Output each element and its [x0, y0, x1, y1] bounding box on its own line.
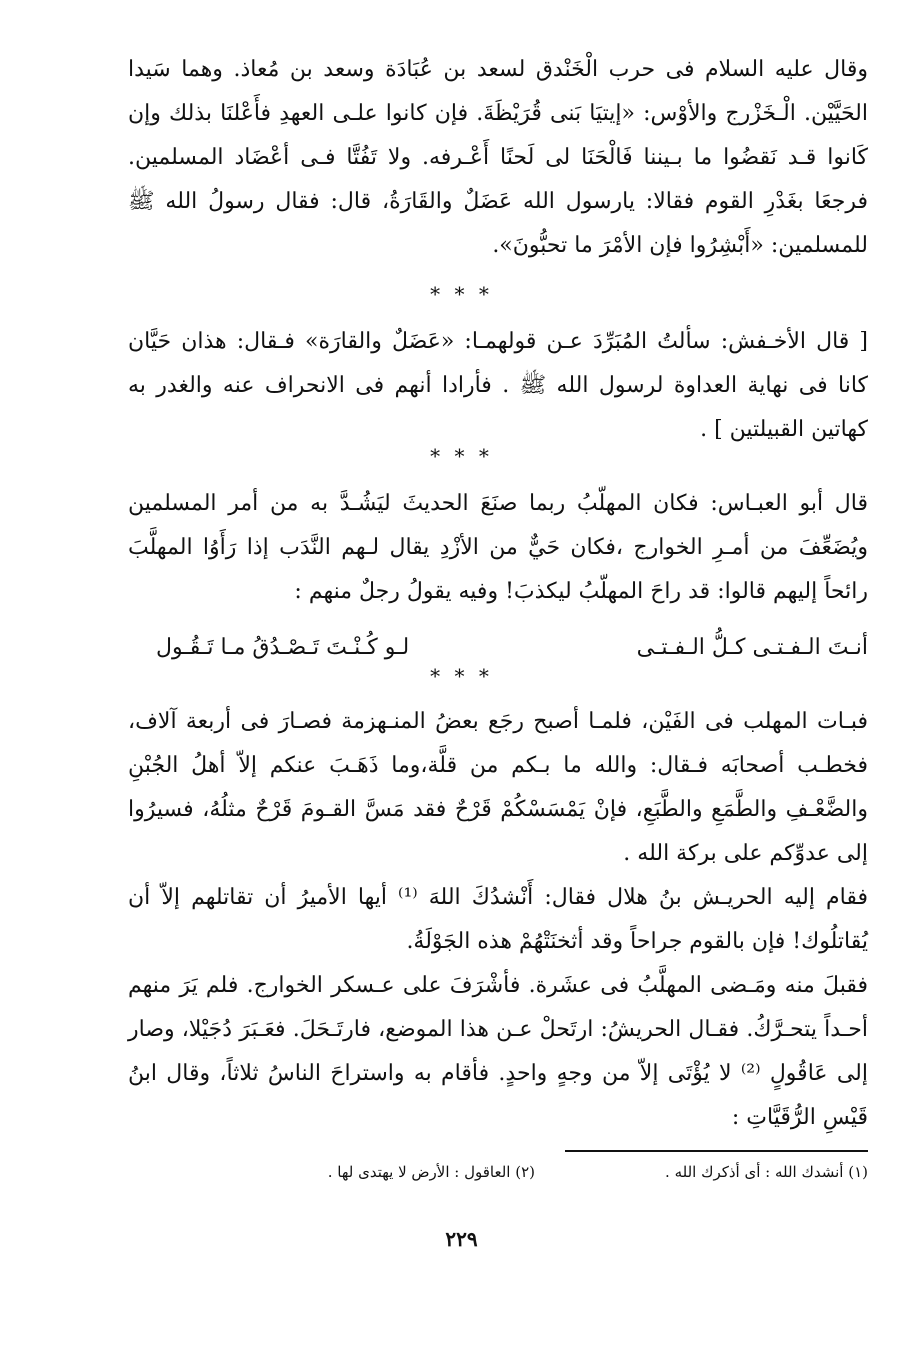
page-number: ٢٢٩: [445, 1227, 478, 1251]
paragraph-akhfash: [ قال الأخـفش: سألتُ المُبَرِّدَ عـن قولهمـا: «عَضَلٌ والقارَة» فـقال: هذان حَيَّان كانا فى نهاية العداوة لرسول الله ﷺ . فأرادا أنهم فى الانحراف عنه والغدر به كهاتين القبيلتين ] .: [128, 329, 868, 442]
footnote-1: (١) أنشدك الله : أى أذكرك الله .: [665, 1163, 868, 1181]
paragraph-khandaq: وقال عليه السلام فى حرب الْخَنْدق لسعد بن عُبَادَة وسعد بن مُعاذ. وهما سَيدا الحَيَّيْن. الْـخَزْرج والأوْس: «إيتيَا بَنى قُرَيْظَةَ. فإن كانوا علـى العهدِ فأَعْلنَا بذلك وإن كَانوا قـد نَقضُوا ما بـيننا فَالْحَنَا لى لَحنًا أَعْـرفه. ولا تَفُتَّا فـى أعْضَاد المسلمين. فرجعَا بغَدْرِ القوم فقالا: يارسول الله عَضَلٌ والقَارَةُ، قال: فقال رسولُ الله ﷺ للمسلمين: «أَبْشِرُوا فإن الأمْرَ ما تحبُّونَ».: [128, 57, 868, 258]
footnote-divider: [565, 1150, 868, 1152]
footnote-2: (٢) العاقول : الأرض لا يهتدى لها .: [327, 1163, 535, 1181]
verse-second-hemistich: لـو كُـنْـتَ تَـصْـدُقُ مـا تَـقُـول: [156, 635, 410, 660]
section-separator: * * *: [430, 664, 493, 688]
paragraph-march: فقبلَ منه ومَـضى المهلَّبُ فى عشَرة. فأشْرَفَ على عـسكر الخوارج. فلم يَرَ منهم أحـداً يتحـرَّكُ. فقـال الحريشُ: ارتَحلْ عـن هذا الموضع، فارتَـحَلَ. فعَـبَرَ دُجَيْلا، وصار إلى عَاقُولٍ ⁽²⁾ لا يُؤْتَى إلاّ من وجهٍ واحدٍ. فأقام به واستراحَ الناسُ ثلاثاً، وقال ابنُ قَيْسِ الرُّقَيَّاتِ :: [128, 973, 868, 1130]
paragraph-muhallab: قال أبو العبـاس: فكان المهلّبُ ربما صنَعَ الحديثَ ليَشُـدَّ به من أمر المسلمين ويُضَعِّفَ من أمـرِ الخوارج ،فكان حَيٌّ من الأزْدِ يقال لـهم النَّدَب إذا رَأَوُا المهلَّبَ رائحاً إليهم قالوا: قد راحَ المهلّبُ ليكذبَ! وفيه يقولُ رجلٌ منهم :: [128, 491, 869, 604]
verse-first-hemistich: أنـتَ الـفـتـى كـلُّ الـفـتـى: [636, 635, 868, 660]
section-separator: * * *: [430, 444, 493, 468]
section-separator: * * *: [430, 282, 493, 306]
paragraph-huraysh: فقام إليه الحريـش بنُ هلال فقال: أَنْشدُكَ اللهَ ⁽¹⁾ أيها الأميرُ أن تقاتلهم إلاّ أن يُقاتلُوك! فإن بالقوم جراحاً وقد أثخنَتْهُمْ هذه الجَوْلَةُ.: [128, 885, 868, 954]
paragraph-battle-speech: فبـات المهلب فى الفَيْن، فلمـا أصبح رجَع بعضُ المنـهزمة فصـارَ فى أربعة آلاف، فخطـب أصحابَه فـقال: والله ما بـكم من قلَّة،وما ذَهَـبَ عنكم إلاّ أهلُ الجُبْنِ والضَّعْـفِ والطَّمَعِ والطَّبَعِ، فإنْ يَمْسَسْكُمْ قَرْحٌ فقد مَسَّ القـومَ قَرْحٌ مثلُهُ، فسيرُوا إلى عدوِّكم على بركة الله .: [128, 709, 868, 866]
